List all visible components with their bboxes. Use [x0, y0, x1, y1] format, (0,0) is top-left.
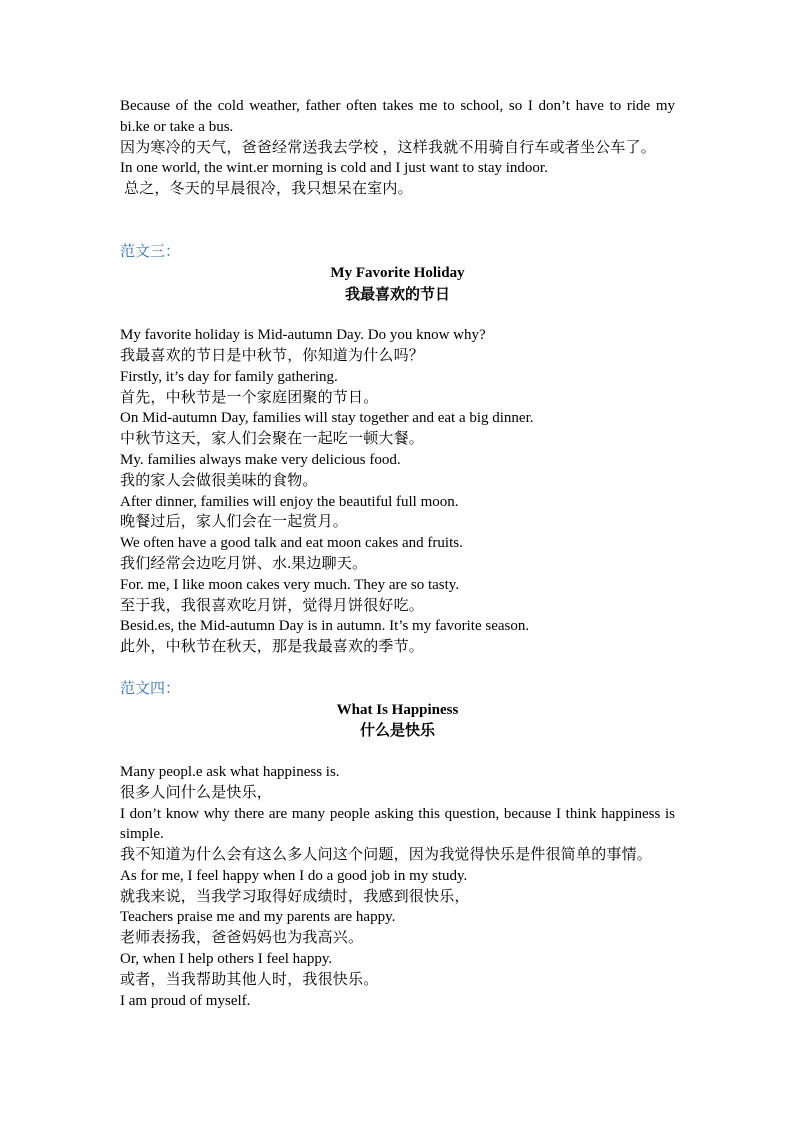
intro-line-2: 因为寒冷的天气，爸爸经常送我去学校 ，这样我就不用骑自行车或者坐公车了。 [120, 139, 656, 156]
essay-3-line: We often have a good talk and eat moon cakes and fruits. [120, 535, 463, 552]
essay-4-line: I am proud of myself. [120, 992, 251, 1009]
essay-4-line: 或者，当我帮助其他人时，我很快乐。 [120, 971, 379, 988]
essay-4-section [120, 679, 675, 1012]
essay-3-line: On Mid-autumn Day, families will stay together and eat a big dinner. [120, 410, 534, 427]
essay-4-line: Teachers praise me and my parents are happy. [120, 909, 396, 926]
essay-3-line: Firstly, it’s day for family gathering. [120, 368, 338, 385]
essay-4-line: Many peopl.e ask what happiness is. [120, 763, 340, 780]
essay-3-line: 我最喜欢的节日是中秋节，你知道为什么吗？ [120, 347, 425, 364]
essay-4-label: 范文四： [120, 680, 181, 697]
essay-3-line: 晚餐过后，家人们会在一起赏月。 [120, 514, 349, 531]
essay-4-line: 很多人问什么是快乐， [120, 784, 273, 801]
essay-4-title-en: What Is Happiness [336, 701, 459, 718]
essay-3-line: My. families always make very delicious food. [120, 451, 401, 468]
essay-3-label: 范文三： [120, 243, 181, 260]
intro-line-4: 总之，冬天的早晨很冷，我只想呆在室内。 [120, 181, 413, 198]
essay-3-line: 中秋节这天，家人们会聚在一起吃一顿大餐。 [120, 431, 425, 448]
essay-3-line: 我们经常会边吃月饼、水.果边聊天。 [120, 555, 368, 572]
essay-3-line: For. me, I like moon cakes very much. They are so tasty. [120, 576, 460, 593]
essay-3-line: 我的家人会做很美味的食物。 [120, 472, 318, 489]
intro-section [120, 96, 675, 200]
spacer [120, 658, 675, 679]
essay-4-line: 我不知道为什么会有这么多人问这个问题，因为我觉得快乐是件很简单的事情。 [120, 847, 653, 864]
intro-line-1: Because of the cold weather, father often takes me to school, so I don’t have to ride my bi.ke or take a bus. [120, 98, 675, 135]
essay-4-title-cn: 什么是快乐 [359, 721, 435, 740]
essay-3-title-en: My Favorite Holiday [330, 264, 465, 281]
essay-3-line: 首先，中秋节是一个家庭团聚的节日。 [120, 389, 379, 406]
intro-line-3: In one world, the wint.er morning is cold and I just want to stay indoor. [120, 160, 548, 177]
essay-3-line: My favorite holiday is Mid-autumn Day. Do you know why? [120, 327, 486, 344]
essay-3-line: Besid.es, the Mid-autumn Day is in autumn. It’s my favorite season. [120, 618, 530, 635]
essay-3-section [120, 242, 675, 658]
document-page [120, 96, 675, 1011]
essay-3-line: 至于我，我很喜欢吃月饼，觉得月饼很好吃。 [120, 597, 425, 614]
spacer [120, 200, 675, 242]
spacer [120, 304, 675, 325]
essay-4-line: I don’t know why there are many people asking this question, because I think happiness is simple. [120, 805, 675, 843]
essay-4-line: 就我来说，当我学习取得好成绩时，我感到很快乐， [120, 888, 470, 905]
essay-4-line: 老师表扬我，爸爸妈妈也为我高兴。 [120, 930, 364, 947]
essay-3-title-cn: 我最喜欢的节日 [344, 284, 450, 303]
essay-3-line: 此外，中秋节在秋天，那是我最喜欢的季节。 [120, 639, 425, 656]
essay-4-line: Or, when I help others I feel happy. [120, 951, 333, 968]
spacer [120, 741, 675, 762]
essay-4-line: As for me, I feel happy when I do a good job in my study. [120, 867, 468, 884]
essay-3-line: After dinner, families will enjoy the beautiful full moon. [120, 493, 459, 510]
